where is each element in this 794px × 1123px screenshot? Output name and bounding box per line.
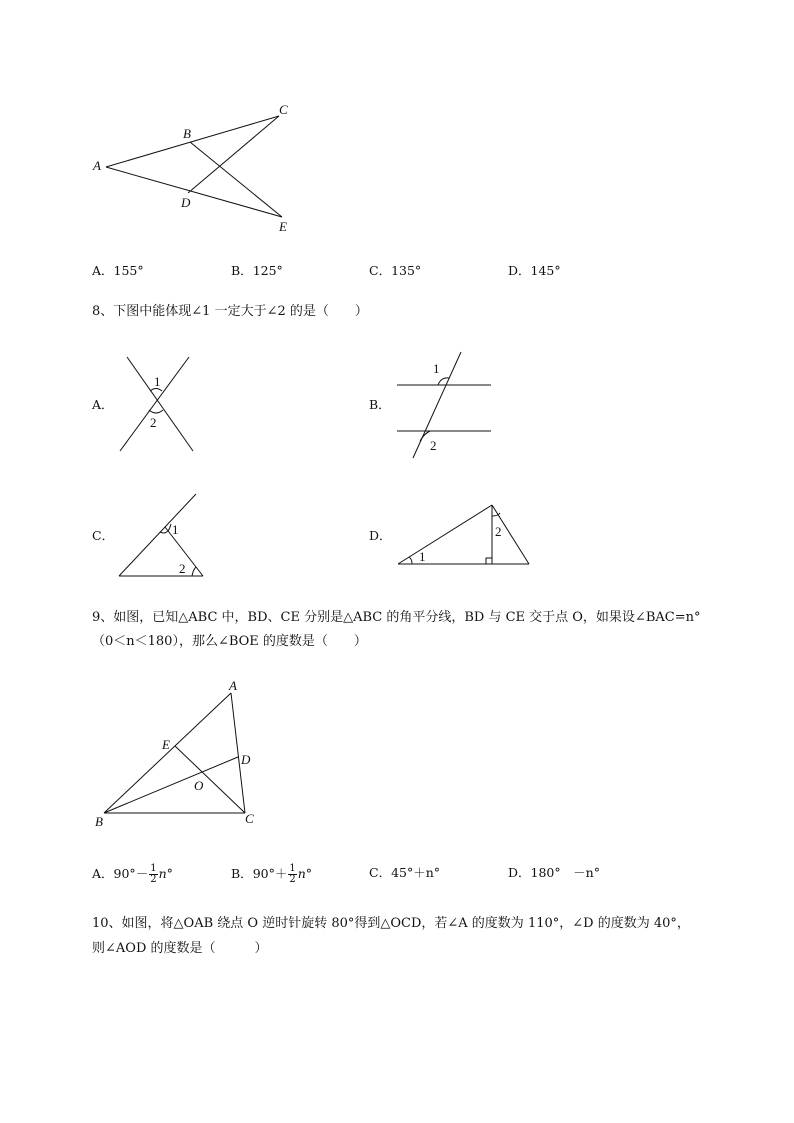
q8-option-b-letter[interactable]: B． [369, 397, 391, 412]
q8b-label-2: 2 [430, 438, 437, 453]
q8-option-d-letter[interactable]: D． [369, 528, 392, 543]
q8-option-a-letter[interactable]: A． [92, 397, 114, 412]
option-letter: A． [92, 866, 114, 881]
fraction [288, 864, 296, 885]
fraction-numerator: 1 [150, 863, 157, 874]
option-text: 125° [252, 263, 283, 278]
q9-label-a: A [229, 678, 237, 693]
q8d-label-2: 2 [495, 524, 502, 539]
option-letter: D． [508, 865, 531, 880]
q7-label-c: C [279, 102, 288, 117]
option-variable: n° [158, 866, 173, 881]
q9-stem-line2: （0＜n＜180），那么∠BOE 的度数是（ ） [92, 634, 367, 649]
q10-stem-line1: 10、如图，将△OAB 绕点 O 逆时针旋转 80°得到△OCD，若∠A 的度数为 110°，∠D 的度数为 40°， [92, 916, 690, 931]
option-letter: B． [231, 866, 253, 881]
option-text: 145° [530, 263, 561, 278]
fraction-denominator: 2 [150, 874, 157, 885]
option-sign: － [135, 866, 149, 881]
fraction-denominator: 2 [289, 874, 296, 885]
option-degree: 90° [113, 866, 136, 881]
q8c-label-2: 2 [179, 561, 186, 576]
q9-option-b[interactable] [231, 864, 312, 885]
option-text: 45°＋n° [391, 865, 441, 880]
fraction [149, 864, 157, 885]
option-letter: D． [508, 263, 531, 278]
option-letter: B． [231, 263, 253, 278]
q8-stem: 8、下图中能体现∠1 一定大于∠2 的是（ ） [92, 304, 368, 319]
q8a-label-1: 1 [154, 374, 161, 389]
q7-label-a: A [93, 158, 101, 173]
option-letter: A． [92, 263, 114, 278]
option-text: 180° －n° [530, 865, 600, 880]
q8c-label-1: 1 [172, 522, 179, 537]
q7-label-d: D [181, 195, 191, 210]
q8a-label-2: 2 [150, 415, 157, 430]
q9-stem-line1: 9、如图，已知△ABC 中，BD、CE 分别是△ABC 的角平分线，BD 与 CE 交于点 O，如果设∠BAC=n° [92, 610, 701, 625]
q9-label-o: O [194, 778, 204, 793]
option-text: 135° [391, 263, 422, 278]
fraction-numerator: 1 [289, 863, 296, 874]
q9-option-c[interactable] [369, 864, 440, 882]
q9-label-c: C [245, 811, 254, 826]
q7-label-b: B [183, 126, 191, 141]
q9-option-a[interactable] [92, 864, 173, 885]
q9-option-d[interactable] [508, 864, 600, 882]
option-letter: C． [369, 865, 392, 880]
q9-label-b: B [95, 814, 103, 829]
option-text: 155° [113, 263, 144, 278]
q8b-label-1: 1 [433, 361, 440, 376]
q9-label-e: E [162, 737, 170, 752]
q7-label-e: E [279, 219, 287, 234]
option-degree: 90° [252, 866, 275, 881]
q8-option-c-letter[interactable]: C． [92, 528, 115, 543]
option-variable: n° [297, 866, 313, 881]
option-sign: ＋ [274, 866, 288, 881]
q10-stem-line2: 则∠AOD 的度数是（ ） [92, 941, 268, 956]
q9-label-d: D [241, 752, 251, 767]
q8d-label-1: 1 [419, 549, 426, 564]
option-letter: C． [369, 263, 392, 278]
